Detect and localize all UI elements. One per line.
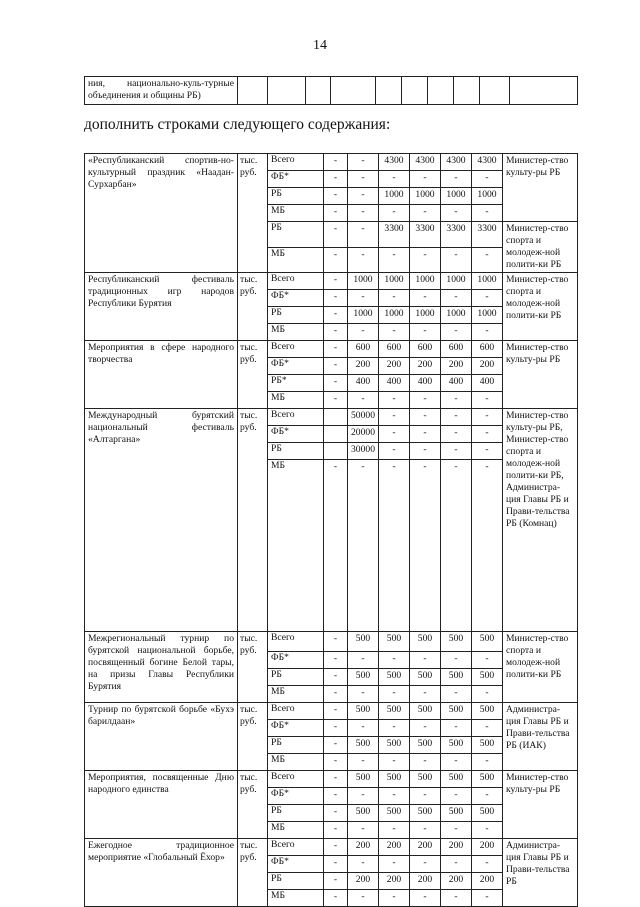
table-row (85, 703, 578, 720)
value-cell: - (324, 805, 348, 822)
value-cell: 200 (410, 358, 441, 375)
value-cell: 500 (410, 669, 441, 686)
value-cell: - (324, 307, 348, 324)
value-cell: - (324, 652, 348, 669)
value-cell: - (410, 788, 441, 805)
value-cell: - (441, 890, 472, 907)
value-cell (324, 426, 348, 443)
source-cell: Всего (268, 409, 324, 426)
responsible-cell: Министер-ство культу-ры РБ (503, 154, 578, 222)
unit-cell: тыс. руб. (238, 839, 268, 907)
value-cell: 1000 (472, 273, 503, 290)
value-cell: - (472, 443, 503, 460)
value-cell: - (324, 737, 348, 754)
value-cell: - (379, 652, 410, 669)
value-cell: 1000 (348, 273, 379, 290)
value-cell: - (441, 856, 472, 873)
value-cell: 500 (410, 703, 441, 720)
value-cell: - (348, 720, 379, 737)
value-cell: - (324, 890, 348, 907)
value-cell: - (441, 324, 472, 341)
value-cell: - (324, 222, 348, 248)
value-cell: - (472, 392, 503, 409)
source-cell: МБ (268, 205, 324, 222)
page-number: 14 (313, 38, 327, 53)
value-cell: 200 (379, 839, 410, 856)
value-cell: - (410, 890, 441, 907)
value-cell: 3300 (472, 222, 503, 248)
value-cell: - (410, 205, 441, 222)
value-cell: - (324, 188, 348, 205)
source-cell: Всего (268, 771, 324, 788)
value-cell: - (324, 290, 348, 307)
value-cell: - (348, 754, 379, 771)
source-cell: МБ (268, 686, 324, 703)
value-cell: - (472, 324, 503, 341)
value-cell: - (441, 720, 472, 737)
value-cell: 20000 (348, 426, 379, 443)
value-cell: 1000 (472, 188, 503, 205)
source-cell: МБ (268, 392, 324, 409)
value-cell: - (379, 392, 410, 409)
value-cell: - (410, 409, 441, 426)
source-cell: ФБ* (268, 171, 324, 188)
value-cell: - (410, 652, 441, 669)
value-cell: - (348, 188, 379, 205)
value-cell: 500 (410, 737, 441, 754)
value-cell: 600 (441, 341, 472, 358)
value-cell: - (324, 375, 348, 392)
value-cell: - (379, 754, 410, 771)
value-cell: 500 (472, 632, 503, 652)
event-name-cell: Мероприятия в сфере народного творчества (85, 341, 238, 409)
event-name-cell: Международный бурятский национальный фестиваль «Алтаргана» (85, 409, 238, 632)
responsible-cell: Министер-ство культу-ры РБ (503, 771, 578, 839)
value-cell: 500 (379, 632, 410, 652)
value-cell: - (410, 171, 441, 188)
source-cell: Всего (268, 154, 324, 171)
value-cell: - (441, 290, 472, 307)
source-cell: ФБ* (268, 856, 324, 873)
source-cell: РБ (268, 669, 324, 686)
value-cell: - (379, 426, 410, 443)
value-cell: - (410, 686, 441, 703)
value-cell: - (324, 856, 348, 873)
value-cell: - (379, 324, 410, 341)
value-cell: 4300 (379, 154, 410, 171)
value-cell: 200 (410, 839, 441, 856)
events-table (84, 153, 578, 907)
value-cell: - (441, 409, 472, 426)
value-cell: - (472, 890, 503, 907)
value-cell: 50000 (348, 409, 379, 426)
value-cell: 500 (379, 737, 410, 754)
value-cell: - (441, 652, 472, 669)
value-cell: - (348, 856, 379, 873)
value-cell: 1000 (379, 307, 410, 324)
value-cell: 1000 (441, 188, 472, 205)
value-cell: - (472, 720, 503, 737)
value-cell: 200 (472, 873, 503, 890)
value-cell: - (324, 873, 348, 890)
value-cell: 500 (472, 737, 503, 754)
value-cell: 1000 (379, 188, 410, 205)
unit-cell: тыс. руб. (238, 154, 268, 273)
value-cell: - (410, 426, 441, 443)
table-row (85, 632, 578, 652)
value-cell: - (441, 426, 472, 443)
value-cell: - (472, 822, 503, 839)
value-cell: 500 (472, 703, 503, 720)
value-cell: 200 (472, 839, 503, 856)
unit-cell: тыс. руб. (238, 632, 268, 703)
event-name-cell: «Республиканский спортив-но-культурный праздник «Наадан-Сурхарбан» (85, 154, 238, 273)
value-cell: - (348, 788, 379, 805)
value-cell: - (324, 754, 348, 771)
value-cell: 1000 (379, 273, 410, 290)
value-cell: 600 (348, 341, 379, 358)
value-cell: - (379, 290, 410, 307)
table-row (85, 839, 578, 856)
table-row (85, 273, 578, 290)
source-cell: МБ (268, 460, 324, 632)
value-cell: 200 (348, 358, 379, 375)
value-cell: 200 (410, 873, 441, 890)
source-cell: Всего (268, 341, 324, 358)
value-cell: 500 (441, 703, 472, 720)
previous-table-fragment (84, 76, 578, 105)
value-cell: - (441, 205, 472, 222)
value-cell: 500 (410, 805, 441, 822)
value-cell: - (441, 754, 472, 771)
value-cell: 500 (410, 632, 441, 652)
value-cell: 4300 (410, 154, 441, 171)
source-cell: РБ* (268, 375, 324, 392)
value-cell: - (410, 856, 441, 873)
value-cell: - (410, 460, 441, 632)
value-cell: 500 (441, 737, 472, 754)
value-cell: 1000 (348, 307, 379, 324)
value-cell: - (324, 205, 348, 222)
value-cell: - (379, 890, 410, 907)
source-cell: ФБ* (268, 426, 324, 443)
value-cell: - (472, 426, 503, 443)
value-cell: - (348, 290, 379, 307)
value-cell: 3300 (410, 222, 441, 248)
value-cell: - (441, 460, 472, 632)
value-cell: - (472, 652, 503, 669)
value-cell: - (324, 686, 348, 703)
value-cell: - (410, 754, 441, 771)
value-cell: - (441, 392, 472, 409)
value-cell: - (441, 686, 472, 703)
value-cell: 500 (441, 669, 472, 686)
value-cell: - (348, 460, 379, 632)
value-cell: - (472, 754, 503, 771)
value-cell: - (348, 686, 379, 703)
source-cell: ФБ* (268, 652, 324, 669)
value-cell: - (324, 822, 348, 839)
value-cell: 200 (348, 839, 379, 856)
value-cell: - (379, 205, 410, 222)
unit-cell: тыс. руб. (238, 341, 268, 409)
value-cell: - (441, 247, 472, 273)
value-cell: 500 (472, 805, 503, 822)
value-cell: - (324, 171, 348, 188)
value-cell: - (324, 460, 348, 632)
value-cell: - (348, 890, 379, 907)
source-cell: РБ (268, 737, 324, 754)
value-cell: - (324, 632, 348, 652)
value-cell: - (379, 460, 410, 632)
value-cell: 500 (441, 632, 472, 652)
value-cell: 500 (441, 805, 472, 822)
value-cell: - (324, 273, 348, 290)
responsible-cell: Министер-ство спорта и молодеж-ной полити-ки РБ (503, 273, 578, 341)
value-cell: - (379, 686, 410, 703)
source-cell: ФБ* (268, 720, 324, 737)
source-cell: Всего (268, 703, 324, 720)
table-row (85, 771, 578, 788)
value-cell: - (324, 839, 348, 856)
event-name-cell: Турнир по бурятской борьбе «Бухэ барилдаан» (85, 703, 238, 771)
value-cell: 500 (441, 771, 472, 788)
value-cell: - (324, 703, 348, 720)
value-cell: - (410, 720, 441, 737)
value-cell: - (324, 358, 348, 375)
value-cell: 200 (379, 873, 410, 890)
value-cell: 400 (472, 375, 503, 392)
value-cell: - (348, 392, 379, 409)
source-cell: МБ (268, 247, 324, 273)
table-row (85, 409, 578, 426)
value-cell: - (348, 324, 379, 341)
value-cell: - (472, 247, 503, 273)
value-cell: 500 (348, 632, 379, 652)
value-cell: - (379, 247, 410, 273)
value-cell: 4300 (472, 154, 503, 171)
value-cell (324, 443, 348, 460)
value-cell: - (348, 154, 379, 171)
value-cell: 1000 (410, 188, 441, 205)
value-cell: - (472, 205, 503, 222)
value-cell: - (324, 788, 348, 805)
value-cell: - (324, 247, 348, 273)
value-cell: 400 (348, 375, 379, 392)
value-cell: - (379, 171, 410, 188)
fragment-name-cell: ния, национально-куль-турные объединения и общины РБ) (85, 77, 238, 105)
value-cell: 500 (348, 771, 379, 788)
source-cell: МБ (268, 822, 324, 839)
unit-cell: тыс. руб. (238, 409, 268, 632)
source-cell: РБ (268, 805, 324, 822)
source-cell: МБ (268, 754, 324, 771)
value-cell: 400 (410, 375, 441, 392)
responsible-cell: Министер-ство культу-ры РБ (503, 341, 578, 409)
value-cell: 3300 (441, 222, 472, 248)
value-cell: - (324, 154, 348, 171)
value-cell: - (379, 788, 410, 805)
value-cell: - (379, 822, 410, 839)
value-cell: 500 (379, 771, 410, 788)
responsible-cell: Администра-ция Главы РБ и Прави-тельства РБ (503, 839, 578, 907)
value-cell: - (324, 341, 348, 358)
value-cell: 1000 (410, 307, 441, 324)
value-cell: 1000 (410, 273, 441, 290)
value-cell: - (441, 171, 472, 188)
value-cell: - (410, 822, 441, 839)
value-cell: 200 (472, 358, 503, 375)
source-cell: ФБ* (268, 290, 324, 307)
value-cell: - (348, 652, 379, 669)
unit-cell: тыс. руб. (238, 273, 268, 341)
value-cell: 3300 (379, 222, 410, 248)
value-cell: 4300 (441, 154, 472, 171)
event-name-cell: Мероприятия, посвященные Дню народного единства (85, 771, 238, 839)
table-row (85, 154, 578, 171)
value-cell: - (410, 443, 441, 460)
value-cell: - (324, 669, 348, 686)
table-row (85, 341, 578, 358)
value-cell: 500 (348, 703, 379, 720)
value-cell: - (441, 788, 472, 805)
value-cell: - (348, 205, 379, 222)
value-cell: - (379, 856, 410, 873)
value-cell: 600 (379, 341, 410, 358)
value-cell: 600 (472, 341, 503, 358)
value-cell: - (472, 171, 503, 188)
value-cell: 500 (379, 703, 410, 720)
value-cell: 400 (379, 375, 410, 392)
value-cell: - (410, 247, 441, 273)
value-cell: - (348, 171, 379, 188)
value-cell: - (472, 856, 503, 873)
responsible-cell: Администра-ция Главы РБ и Прави-тельства РБ (ИАК) (503, 703, 578, 771)
responsible-cell: Министер-ство спорта и молодеж-ной полити-ки РБ (503, 632, 578, 703)
source-cell: РБ (268, 307, 324, 324)
source-cell: РБ (268, 222, 324, 248)
source-cell: РБ (268, 443, 324, 460)
value-cell: - (441, 443, 472, 460)
value-cell: - (441, 822, 472, 839)
value-cell: - (472, 686, 503, 703)
event-name-cell: Ежегодное традиционное мероприятие «Глобальный Ёхор» (85, 839, 238, 907)
value-cell: 200 (379, 358, 410, 375)
value-cell: 200 (441, 873, 472, 890)
value-cell: 1000 (441, 307, 472, 324)
source-cell: МБ (268, 324, 324, 341)
value-cell: 200 (441, 839, 472, 856)
source-cell: МБ (268, 890, 324, 907)
value-cell: 30000 (348, 443, 379, 460)
value-cell: 500 (348, 669, 379, 686)
unit-cell: тыс. руб. (238, 703, 268, 771)
source-cell: РБ (268, 873, 324, 890)
value-cell: - (379, 443, 410, 460)
responsible-cell: Министер-ство культу-ры РБ, Министер-ство спорта и молодеж-ной полити-ки РБ, Администра-ция Главы РБ и Прави-тельства РБ (Комнац) (503, 409, 578, 632)
value-cell: - (472, 409, 503, 426)
value-cell: - (410, 324, 441, 341)
value-cell: 500 (410, 771, 441, 788)
source-cell: ФБ* (268, 358, 324, 375)
value-cell: 400 (441, 375, 472, 392)
value-cell: 1000 (441, 273, 472, 290)
value-cell: 500 (348, 805, 379, 822)
value-cell: - (472, 460, 503, 632)
value-cell: 600 (410, 341, 441, 358)
value-cell: 200 (348, 873, 379, 890)
value-cell: 500 (472, 771, 503, 788)
value-cell (324, 409, 348, 426)
source-cell: РБ (268, 188, 324, 205)
value-cell: - (472, 290, 503, 307)
value-cell: - (324, 324, 348, 341)
value-cell: 200 (441, 358, 472, 375)
source-cell: Всего (268, 273, 324, 290)
value-cell: - (410, 290, 441, 307)
value-cell: - (348, 247, 379, 273)
event-name-cell: Межрегиональный турнир по бурятской национальной борьбе, посвященный богине Белой тары, на призы Главы Республики Бурятия (85, 632, 238, 703)
value-cell: 500 (472, 669, 503, 686)
responsible-cell: Министер-ство спорта и молодеж-ной полити-ки РБ (503, 222, 578, 273)
source-cell: ФБ* (268, 788, 324, 805)
value-cell: - (410, 392, 441, 409)
value-cell: 500 (379, 805, 410, 822)
source-cell: Всего (268, 839, 324, 856)
value-cell: - (324, 720, 348, 737)
value-cell: 500 (379, 669, 410, 686)
value-cell: 500 (348, 737, 379, 754)
value-cell: - (472, 788, 503, 805)
value-cell: - (324, 392, 348, 409)
event-name-cell: Республиканский фестиваль традиционных игр народов Республики Бурятия (85, 273, 238, 341)
value-cell: 1000 (472, 307, 503, 324)
source-cell: Всего (268, 632, 324, 652)
value-cell: - (348, 822, 379, 839)
value-cell: - (379, 409, 410, 426)
intro-text: дополнить строками следующего содержания: (84, 116, 391, 133)
value-cell: - (379, 720, 410, 737)
value-cell: - (348, 222, 379, 248)
unit-cell: тыс. руб. (238, 771, 268, 839)
value-cell: - (324, 771, 348, 788)
